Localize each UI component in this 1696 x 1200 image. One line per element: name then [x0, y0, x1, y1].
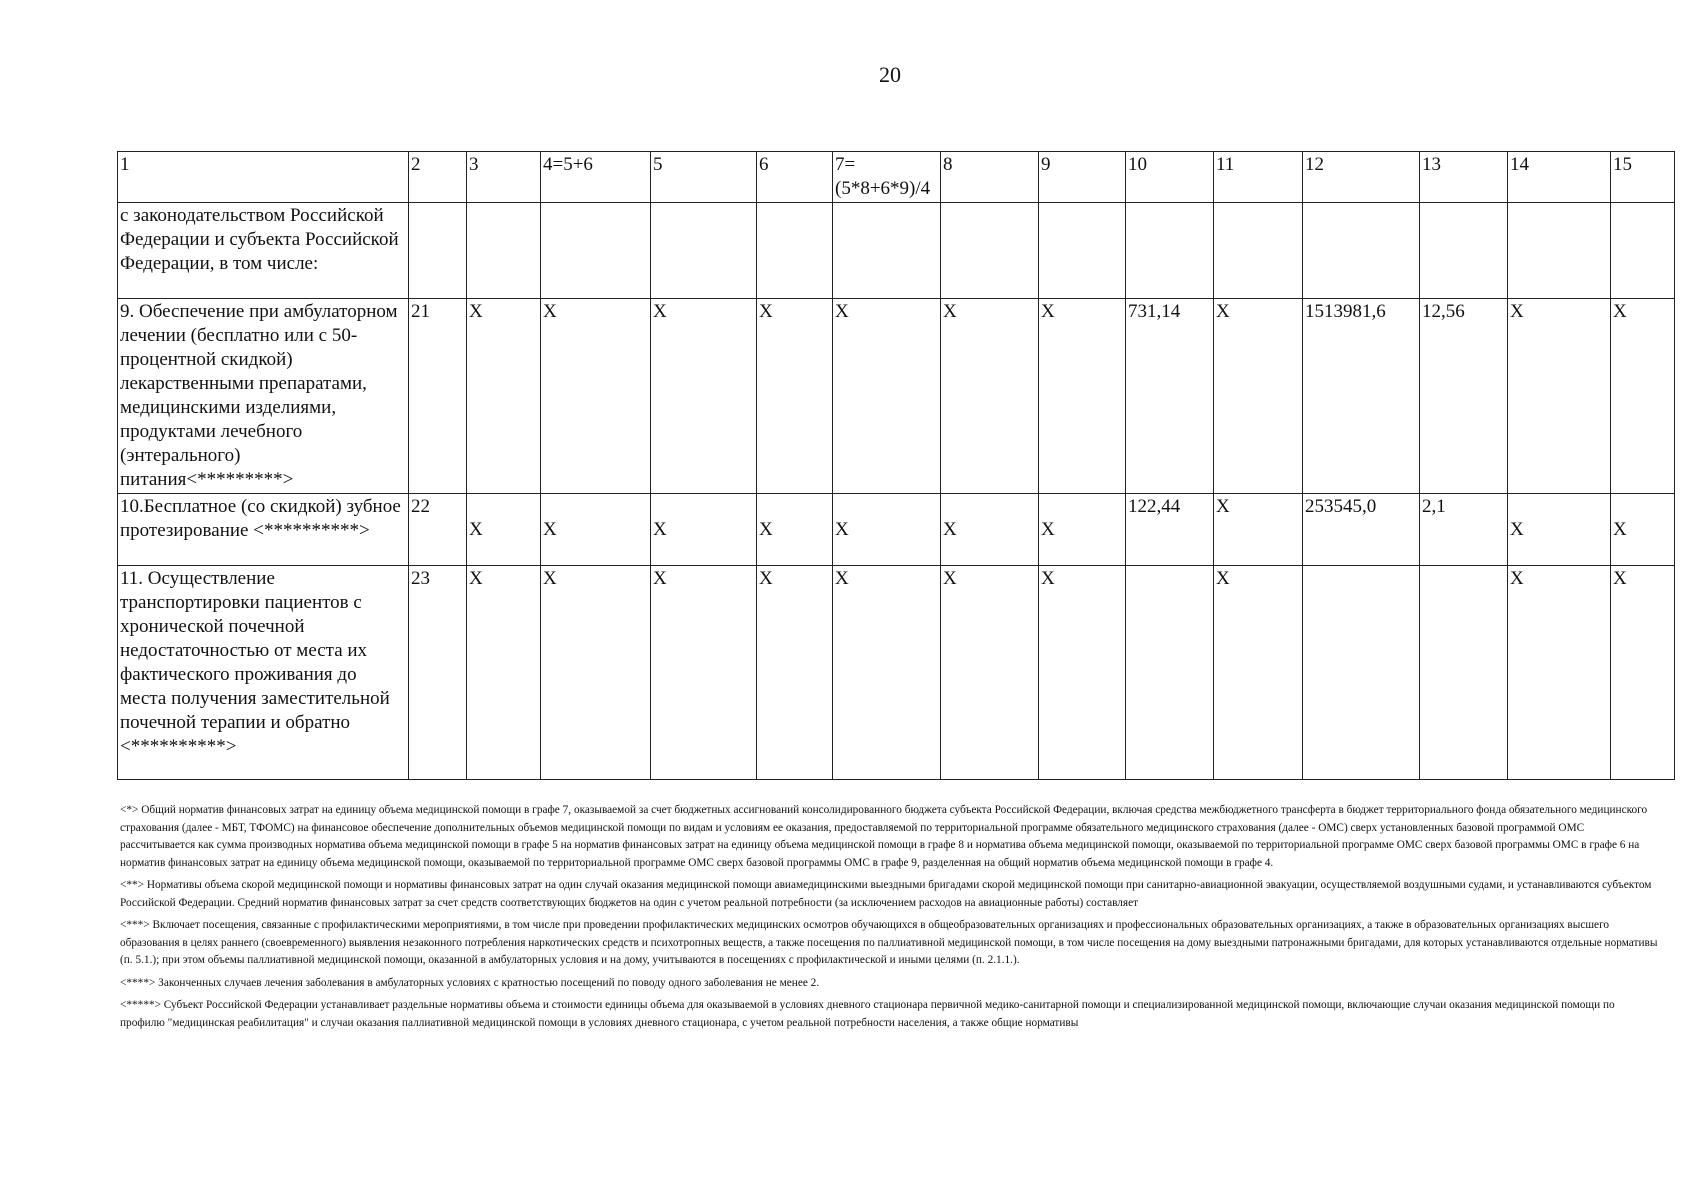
- footnote: <*> Общий норматив финансовых затрат на единицу объема медицинской помощи в графе 7, оказываемой за счет бюджетных ассигнований консолидированного бюджета субъекта Российской Федерации, включая средства межбюджетного трансферта в бюджет территориального фонда обязательного медицинского страхования (далее - МБТ, ТФОМС) на финансовое обеспечение дополнительных объемов медицинской помощи по видам и условиям ее оказания, предоставляемой по территориальной программе обязательного медицинского страхования (далее - ОМС) сверх установленных базовой программой ОМС рассчитывается как сумма производных норматива объема медицинской помощи в графе 5 на норматив финансовых затрат на единицу объема медицинской помощи в графе 8 и норматива объема медицинской помощи, оказываемой по территориальной программе ОМС сверх базовой программы ОМС в графе 6 на норматив финансовых затрат на единицу объема медицинской помощи, оказываемой по территориальной программе ОМС сверх базовой программы ОМС в графе 9, разделенная на общий норматив объема медицинской помощи в графе 4.: [120, 804, 1648, 869]
- footnote: <****> Законченных случаев лечения заболевания в амбулаторных условиях с кратностью посещений по поводу одного заболевания не менее 2.: [120, 976, 820, 989]
- footnote: <**> Нормативы объема скорой медицинской помощи и нормативы финансовых затрат на один случай оказания медицинской помощи авиамедицинскими выездными бригадами скорой медицинской помощи при санитарно-авиационной эвакуации, осуществляемой воздушными судами, и устанавливаются субъектом Российской Федерации. Средний норматив финансовых затрат за счет средств соответствующих бюджетов на один с учетом реальной потребности (за исключением расходов на авиационные работы) составляет: [120, 879, 1652, 909]
- table-cell: 12,56: [1420, 299, 1508, 494]
- table-cell: X: [1214, 494, 1303, 566]
- table-cell: X: [541, 566, 651, 780]
- table-cell: X: [941, 299, 1039, 494]
- table-cell: [651, 203, 757, 299]
- footnote: <*****> Субъект Российской Федерации устанавливает раздельные нормативы объема и стоимости единицы объема для оказываемой в условиях дневного стационара первичной медико-санитарной помощи и специализированной медицинской помощи, включающие случаи оказания медицинской помощи по профилю "медицинская реабилитация" и случаи оказания паллиативной медицинской помощи в условиях дневного стационара, с учетом реальной потребности населения, а также общие нормативы: [120, 999, 1615, 1029]
- table-cell: X: [833, 494, 941, 566]
- header-row: [118, 152, 1675, 203]
- table-cell: X: [1039, 494, 1126, 566]
- column-header: 5: [651, 152, 757, 203]
- table-cell: X: [941, 566, 1039, 780]
- table-cell: X: [1508, 566, 1611, 780]
- table-cell: X: [1508, 299, 1611, 494]
- column-header: 14: [1508, 152, 1611, 203]
- table-cell: [541, 203, 651, 299]
- table-body: [118, 152, 1675, 780]
- table-cell: X: [1214, 299, 1303, 494]
- table-cell: [1611, 203, 1675, 299]
- table-cell: [1126, 566, 1214, 780]
- column-header: 6: [757, 152, 833, 203]
- page-number: 20: [879, 62, 901, 87]
- table-cell: X: [757, 299, 833, 494]
- table-cell: [1420, 203, 1508, 299]
- table-cell: [1126, 203, 1214, 299]
- table-cell: 22: [409, 494, 467, 566]
- table-cell: X: [651, 566, 757, 780]
- table-cell: X: [651, 299, 757, 494]
- table-cell: X: [1214, 566, 1303, 780]
- table-cell: X: [467, 299, 541, 494]
- table-cell: 23: [409, 566, 467, 780]
- table-cell: 122,44: [1126, 494, 1214, 566]
- table-row: [118, 566, 1675, 780]
- table-cell: 21: [409, 299, 467, 494]
- table-cell: X: [1039, 299, 1126, 494]
- table-cell: X: [757, 494, 833, 566]
- table-cell: [1303, 566, 1420, 780]
- column-header: 9: [1039, 152, 1126, 203]
- column-header: 2: [409, 152, 467, 203]
- table-cell: 731,14: [1126, 299, 1214, 494]
- table-cell: X: [833, 566, 941, 780]
- column-header: 15: [1611, 152, 1675, 203]
- table-row: [118, 299, 1675, 494]
- norms-table: [117, 151, 1675, 780]
- table-cell: X: [941, 494, 1039, 566]
- table-cell: 1513981,6: [1303, 299, 1420, 494]
- column-header: 3: [467, 152, 541, 203]
- row-label: 10.Бесплатное (со скидкой) зубное протезирование <**********>: [118, 494, 409, 566]
- table-cell: X: [1611, 494, 1675, 566]
- table-cell: 2,1: [1420, 494, 1508, 566]
- row-label: 11. Осуществление транспортировки пациентов с хронической почечной недостаточностью от места их фактического проживания до места получения заместительной почечной терапии и обратно <**********>: [118, 566, 409, 780]
- column-header: 13: [1420, 152, 1508, 203]
- table-cell: X: [833, 299, 941, 494]
- table-cell: X: [467, 566, 541, 780]
- table-cell: [409, 203, 467, 299]
- table-cell: [757, 203, 833, 299]
- table-cell: X: [1611, 566, 1675, 780]
- table-cell: [1039, 203, 1126, 299]
- table-cell: X: [1508, 494, 1611, 566]
- table-cell: [1303, 203, 1420, 299]
- column-header: 8: [941, 152, 1039, 203]
- column-header: 11: [1214, 152, 1303, 203]
- table-cell: [1420, 566, 1508, 780]
- table-cell: X: [541, 494, 651, 566]
- footnote: <***> Включает посещения, связанные с профилактическими мероприятиями, в том числе при проведении профилактических медицинских осмотров обучающихся в общеобразовательных организациях и профессиональных образовательных организациях, а также в образовательных организациях высшего образования в целях раннего (своевременного) выявления незаконного потребления наркотических средств и психотропных веществ, а также посещения по паллиативной медицинской помощи, в том числе посещения на дому выездными патронажными бригадами, для которых устанавливаются отдельные нормативы (п. 5.1.); при этом объемы паллиативной медицинской помощи, оказанной в амбулаторных условия и на дому, учитываются в посещениях с профилактической и иными целями (п. 2.1.1.).: [120, 919, 1658, 966]
- table-cell: X: [467, 494, 541, 566]
- table-cell: X: [651, 494, 757, 566]
- column-header: 4=5+6: [541, 152, 651, 203]
- column-header: 12: [1303, 152, 1420, 203]
- table-cell: [941, 203, 1039, 299]
- table-cell: [467, 203, 541, 299]
- row-label: с законодательством Российской Федерации и субъекта Российской Федерации, в том числе:: [118, 203, 409, 299]
- column-header: 7= (5*8+6*9)/4: [833, 152, 941, 203]
- column-header: 1: [118, 152, 409, 203]
- table-cell: X: [757, 566, 833, 780]
- table-cell: X: [1611, 299, 1675, 494]
- table-cell: X: [1039, 566, 1126, 780]
- table-cell: [1508, 203, 1611, 299]
- footnotes: [120, 802, 1660, 1037]
- table-cell: [833, 203, 941, 299]
- table-row: [118, 203, 1675, 299]
- column-header: 10: [1126, 152, 1214, 203]
- table-cell: 253545,0: [1303, 494, 1420, 566]
- table-cell: [1214, 203, 1303, 299]
- table-cell: X: [541, 299, 651, 494]
- row-label: 9. Обеспечение при амбулаторном лечении (бесплатно или с 50- процентной скидкой) лекарственными препаратами, медицинскими изделиями, продуктами лечебного (энтерального) питания<*********>: [118, 299, 409, 494]
- table-row: [118, 494, 1675, 566]
